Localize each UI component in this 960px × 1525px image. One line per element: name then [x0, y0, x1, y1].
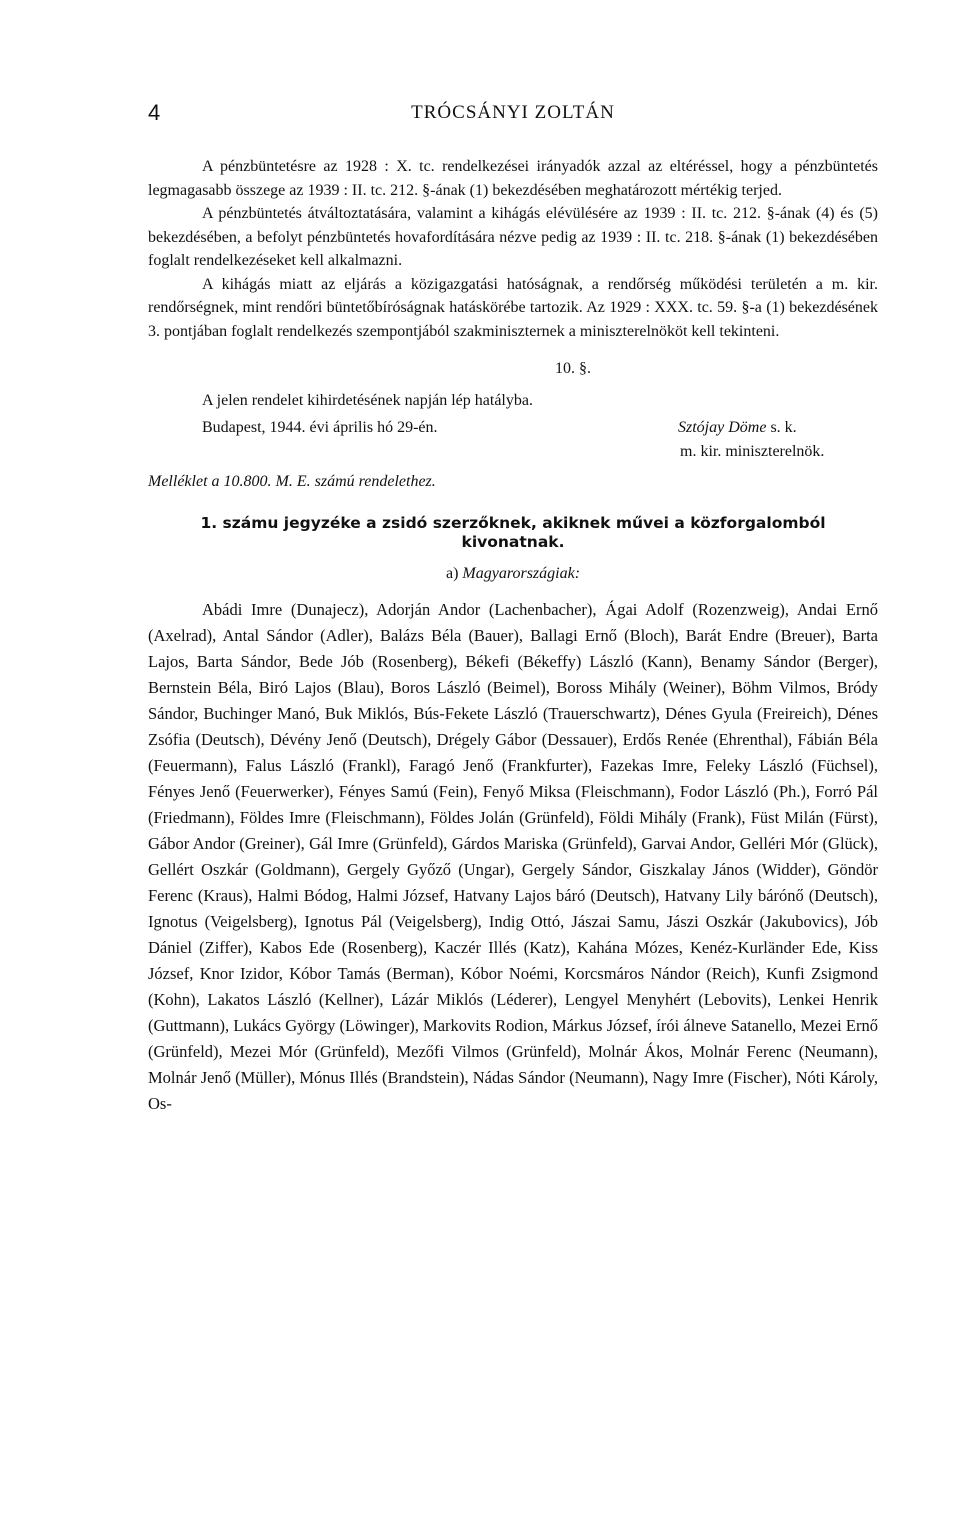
signer — [678, 416, 797, 440]
paragraph: A kihágás miatt az eljárás a közigazgatási hatóságnak, a rendőrség működési területén a m. kir. rendőrségnek, mint rendőri büntetőbíróságnak hatáskörébe tartozik. Az 1929 : XXX. tc. 59. §-a (1) bekezdésének 3. pontjában foglalt rendelkezés szempontjából szakminiszternek a miniszterelnököt kell tekinteni. — [148, 275, 878, 340]
page-number: 4 — [148, 100, 161, 125]
paragraph: A pénzbüntetés átváltoztatására, valamint a kihágás elévülésére az 1939 : II. tc. 212. §-ának (4) és (5) bekezdésében, a befolyt pénzbüntetés hovafordítására nézve pedig az 1939 : II. tc. 218. §-ának (1) bekezdésében foglalt rendelkezéseket kell alkalmazni. — [148, 205, 878, 269]
signer-title: m. kir. miniszterelnök. — [680, 443, 825, 460]
sub-heading — [148, 562, 878, 586]
page-body — [148, 155, 878, 1117]
author-name-list: Abádi Imre (Dunajecz), Adorján Andor (Lachenbacher), Ágai Adolf (Rozenzweig), Andai Ernő (Axelrad), Antal Sándor (Adler), Balázs Béla (Bauer), Ballagi Ernő (Bloch), Barát Endre (Breuer), Barta Lajos, Barta Sándor, Bede Jób (Rosenberg), Békefi (Békeffy) László (Kann), Benamy Sándor (Berger), Bernstein Béla, Biró Lajos (Blau), Boros László (Beimel), Boross Mihály (Weiner), Böhm Vilmos, Bródy Sándor, Buchinger Manó, Buk Miklós, Bús-Fekete László (Trauerschwartz), Dénes Gyula (Freireich), Dénes Zsófia (Deutsch), Dévény Jenő (Deutsch), Drégely Gábor (Dessauer), Erdős Renée (Ehrenthal), Fábián Béla (Feuermann), Falus László (Frankl), Faragó Jenő (Frankfurter), Fazekas Imre, Feleky László (Füchsel), Fényes Jenő (Feuerwerker), Fényes Samú (Fein), Fenyő Miksa (Fleischmann), Fodor László (Ph.), Forró Pál (Friedmann), Földes Imre (Fleischmann), Földes Jolán (Grünfeld), Földi Mihály (Frank), Füst Milán (Fürst), Gábor Andor (Greiner), Gál Imre (Grünfeld), Gárdos Mariska (Grünfeld), Garvai Andor, Gelléri Mór (Glück), Gellért Oszkár (Goldmann), Gergely Győző (Ungar), Gergely Sándor, Giszkalay János (Widder), Göndör Ferenc (Kraus), Halmi Bódog, Halmi József, Hatvany Lajos báró (Deutsch), Hatvany Lily bárónő (Deutsch), Ignotus (Veigelsberg), Ignotus Pál (Veigelsberg), Indig Ottó, Jászai Samu, Jászi Oszkár (Jakubovics), Jób Dániel (Ziffer), Kabos Ede (Rosenberg), Kaczér Illés (Katz), Kahána Mózes, Kenéz-Kurländer Ede, Kiss József, Knor Izidor, Kóbor Tamás (Berman), Kóbor Noémi, Korcsmáros Nándor (Reich), Kunfi Zsigmond (Kohn), Lakatos László (Kellner), Lázár Miklós (Léderer), Lengyel Menyhért (Lebovits), Lenkei Henrik (Guttmann), Lukács György (Löwinger), Markovits Rodion, Márkus József, írói álneve Satanello, Mezei Ernő (Grünfeld), Mezei Mór (Grünfeld), Mezőfi Vilmos (Grünfeld), Molnár Ákos, Molnár Ferenc (Neumann), Molnár Jenő (Müller), Mónus Illés (Brandstein), Nádas Sándor (Neumann), Nagy Imre (Fischer), Nóti Károly, Os- — [148, 600, 878, 1113]
final-paragraph: A jelen rendelet kihirdetésének napján lép hatályba. — [202, 391, 533, 409]
annex-title: Melléklet a 10.800. M. E. számú rendelethez. — [148, 473, 436, 490]
sub-heading-marker: a) — [445, 564, 459, 582]
signature-row — [148, 416, 878, 440]
signer-name: Sztójay Döme — [678, 419, 767, 436]
place-date: Budapest, 1944. évi április hó 29-én. — [202, 419, 438, 436]
signer-title-row — [148, 440, 878, 464]
list-heading: 1. számu jegyzéke a zsidó szerzőknek, akiknek művei a közforgalomból kivonatnak. — [200, 513, 826, 551]
sub-heading-label: Magyarországiak: — [462, 564, 581, 582]
signer-suffix: s. k. — [770, 419, 797, 436]
section-number: 10. §. — [555, 360, 591, 377]
paragraph: A pénzbüntetésre az 1928 : X. tc. rendelkezései irányadók azzal az eltéréssel, hogy a pénzbüntetés legmagasabb összege az 1939 : II. tc. 212. §-ának (1) bekezdésében meghatározott mértékig terjed. — [148, 158, 878, 199]
running-head: TRÓCSÁNYI ZOLTÁN — [411, 102, 615, 123]
page-header — [148, 100, 878, 130]
